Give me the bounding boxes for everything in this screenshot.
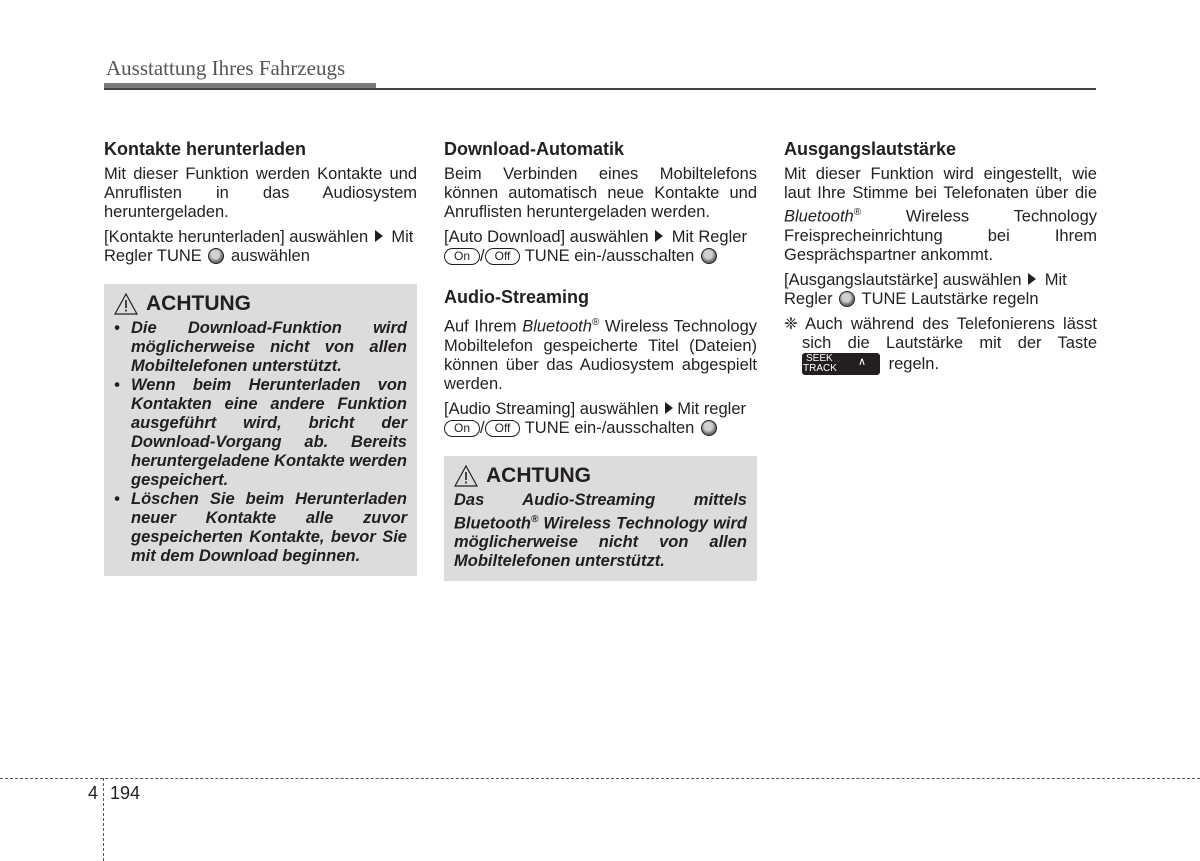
instruction-step-select: [Ausgangslautstärke] auswählen bbox=[784, 270, 1022, 289]
heading-output-volume: Ausgangslautstärke bbox=[784, 139, 957, 159]
paragraph-output-volume bbox=[784, 165, 1097, 265]
note-volume bbox=[784, 314, 1097, 375]
registered-mark: ® bbox=[853, 207, 862, 218]
seek-label: SEEK bbox=[806, 352, 833, 364]
bluetooth-term: Bluetooth bbox=[784, 207, 854, 226]
instruction-auto-download: [Auto Download] auswählen Mit Regler On / Off TUNE ein-/ausschalten bbox=[444, 228, 747, 265]
instruction-step-select: [Kontakte herunterladen] auswählen bbox=[104, 228, 369, 246]
paragraph-download-auto: Beim Verbinden eines Mobiltelefons können automatisch neue Kontakte und Anruflisten heruntergeladen werden. bbox=[444, 165, 757, 221]
warning-triangle-icon bbox=[114, 293, 138, 315]
instruction-step-select: [Audio Streaming] auswählen bbox=[444, 399, 659, 418]
paragraph-audio-streaming bbox=[444, 313, 757, 394]
heading-audio-streaming: Audio-Streaming bbox=[444, 287, 590, 307]
text-fragment: Das Audio-Streaming mittels bbox=[454, 490, 747, 509]
text-fragment: Auf Ihrem bbox=[444, 317, 517, 336]
text-fragment: Wireless Technology Mobiltelefon gespeicherte Titel (Dateien) können über das Audiosystem abgespielt werden. bbox=[444, 317, 757, 393]
on-button-icon: On bbox=[444, 420, 480, 437]
instruction-tune-toggle: TUNE ein-/ausschalten bbox=[524, 247, 695, 265]
arrow-right-icon bbox=[665, 402, 673, 414]
text-fragment: Auch während des Telefonierens lässt sich die Lautstärke mit der Taste bbox=[802, 314, 1097, 352]
registered-mark: ® bbox=[530, 513, 539, 525]
bluetooth-term: Bluetooth bbox=[454, 514, 531, 532]
caution-text bbox=[454, 491, 747, 572]
page-number: 194 bbox=[110, 783, 141, 803]
caution-box-streaming bbox=[444, 456, 757, 582]
instruction-step-select-end: auswählen bbox=[231, 247, 310, 265]
column-contacts-download bbox=[104, 138, 417, 576]
instruction-output-volume bbox=[784, 271, 1097, 309]
off-button-icon: Off bbox=[485, 248, 521, 265]
note-symbol-icon: ❈ bbox=[784, 314, 798, 333]
off-button-icon: Off bbox=[485, 420, 521, 437]
tune-knob-icon bbox=[701, 248, 717, 264]
arrow-right-icon bbox=[375, 230, 383, 242]
caution-header bbox=[114, 291, 407, 317]
instruction-step-tune: Mit Regler bbox=[671, 228, 747, 246]
text-fragment: Wireless Technology Freisprecheinrichtung bei Ihrem Gesprächspartner ankommt. bbox=[784, 207, 1097, 264]
header-rule bbox=[104, 88, 1096, 90]
caution-box-download bbox=[104, 284, 417, 576]
text-fragment: Wireless Technology wird möglicherweise nicht von allen Mobiltelefonen unterstützt. bbox=[454, 514, 747, 570]
instruction-step-tune: Mit Regler TUNE bbox=[104, 228, 414, 265]
instruction-step-tune: Mit Regler bbox=[784, 270, 1067, 308]
column-download-auto bbox=[444, 138, 757, 581]
instruction-contacts-download bbox=[104, 228, 417, 266]
caution-title: ACHTUNG bbox=[146, 292, 251, 315]
on-button-icon: On bbox=[444, 248, 480, 265]
text-fragment: Mit dieser Funktion wird eingestellt, wie laut Ihre Stimme bei Telefonaten über die bbox=[784, 165, 1097, 202]
arrow-right-icon bbox=[655, 230, 663, 242]
registered-mark: ® bbox=[591, 317, 600, 328]
chapter-number: 4 bbox=[88, 783, 99, 803]
header-title: Ausstattung Ihres Fahrzeugs bbox=[106, 56, 346, 80]
instruction-audio-streaming: [Audio Streaming] auswählen Mit regler On / Off TUNE ein-/ausschalten bbox=[444, 399, 746, 437]
arrow-right-icon bbox=[1028, 273, 1036, 285]
paragraph-contacts-download: Mit dieser Funktion werden Kontakte und Anruflisten in das Audiosystem heruntergeladen. bbox=[104, 165, 417, 221]
heading-contacts-download: Kontakte herunterladen bbox=[104, 139, 307, 159]
caution-item: • Wenn beim Herunterladen von Kontakten eine andere Funktion ausgeführt wird, bricht der Download-Vorgang ab. Bereits heruntergeladene Kontakte werden gespeichert. bbox=[131, 376, 407, 490]
caution-title: ACHTUNG bbox=[486, 463, 591, 487]
instruction-tune-toggle: TUNE ein-/ausschalten bbox=[524, 418, 695, 437]
instruction-step-select: [Auto Download] auswählen bbox=[444, 228, 649, 246]
caution-header bbox=[454, 463, 747, 489]
seek-track-button-icon: ∨ SEEK TRACK ∧ bbox=[802, 353, 880, 375]
tune-knob-icon bbox=[839, 291, 855, 307]
footer-rule bbox=[0, 778, 1200, 779]
caution-list bbox=[114, 319, 407, 566]
bluetooth-term: Bluetooth bbox=[522, 317, 592, 336]
warning-triangle-icon bbox=[454, 465, 478, 487]
column-output-volume bbox=[784, 138, 1097, 375]
footer-divider bbox=[103, 778, 104, 861]
track-label: TRACK bbox=[803, 362, 837, 374]
instruction-step-tune: Mit regler bbox=[677, 399, 746, 418]
instruction-step-volume: TUNE Lautstärke regeln bbox=[861, 289, 1039, 308]
text-fragment: regeln. bbox=[888, 354, 940, 373]
tune-knob-icon bbox=[208, 248, 224, 264]
heading-download-auto: Download-Automatik bbox=[444, 139, 624, 159]
tune-knob-icon bbox=[701, 420, 717, 436]
caution-item: • Die Download-Funktion wird möglicherweise nicht von allen Mobiltelefonen unterstützt. bbox=[131, 319, 407, 376]
caution-item: • Löschen Sie beim Herunterladen neuer Kontakte alle zuvor gespeicherten Kontakte, bevor Sie mit dem Download beginnen. bbox=[131, 490, 407, 566]
